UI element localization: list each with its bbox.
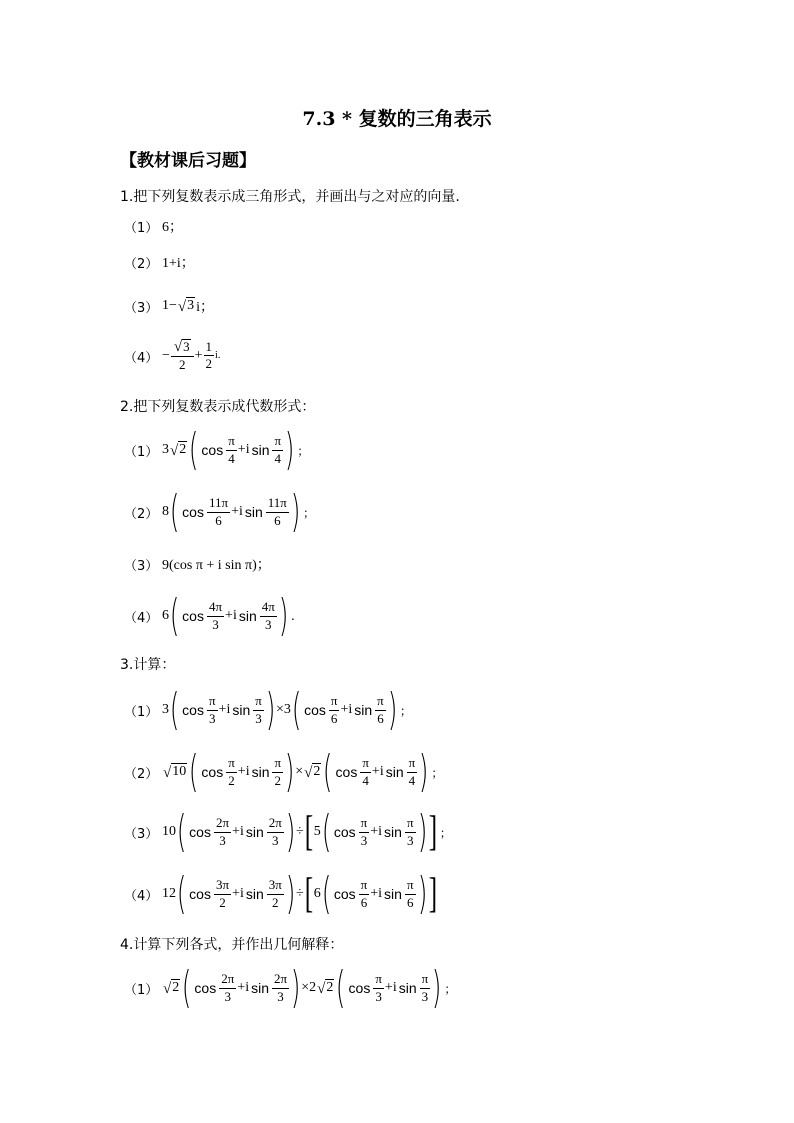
- plus-sign: +: [237, 980, 246, 995]
- section-heading: 【教材课后习题】: [120, 151, 256, 171]
- left-paren: (: [176, 868, 187, 919]
- fraction: [260, 600, 277, 632]
- plus-sign: +: [232, 824, 240, 839]
- denominator: 2: [274, 772, 282, 788]
- numerator: 11π: [266, 496, 289, 512]
- sin-fn: sin: [245, 886, 264, 902]
- denominator: 3: [209, 710, 216, 726]
- expr-text: i；: [196, 300, 215, 315]
- numerator: 1: [204, 340, 215, 356]
- left-paren: (: [291, 684, 302, 735]
- item-number: （4）: [124, 350, 159, 366]
- radical-sign: √: [163, 764, 172, 781]
- fraction: [373, 972, 384, 1004]
- left-paren: (: [169, 486, 180, 537]
- numerator: π: [226, 756, 237, 772]
- denominator: 6: [406, 894, 414, 910]
- plus-sign: +: [384, 980, 393, 995]
- item-number: （1）: [124, 704, 159, 720]
- fraction: [420, 972, 431, 1004]
- fraction: [272, 756, 283, 788]
- punctuation: .: [291, 609, 295, 623]
- q2-item-4: [124, 586, 295, 646]
- fraction: [405, 878, 416, 910]
- numerator: 3π: [267, 878, 284, 894]
- right-paren: ): [432, 962, 442, 1013]
- numerator: 3π: [214, 878, 231, 894]
- cos-fn: cos: [189, 886, 211, 902]
- fraction: [405, 816, 416, 848]
- denominator: 6: [330, 710, 338, 726]
- punctuation: ；: [399, 703, 412, 718]
- numerator: 4π: [207, 600, 224, 616]
- item-number: （2）: [124, 766, 159, 782]
- sin-fn: sin: [398, 980, 417, 996]
- imag-unit: i: [239, 886, 244, 901]
- q3-item-2: [124, 742, 443, 802]
- fraction: [214, 878, 231, 910]
- numerator: [171, 339, 194, 357]
- plus-sign: +: [194, 347, 203, 363]
- numerator: 2π: [272, 972, 289, 988]
- cos-fn: cos: [189, 824, 211, 840]
- item-number: （2）: [124, 506, 159, 522]
- right-paren: ): [417, 868, 427, 919]
- left-paren: (: [336, 962, 346, 1013]
- numerator: π: [359, 816, 370, 832]
- coefficient: 5: [313, 824, 321, 839]
- fraction: [267, 816, 284, 848]
- fraction: [359, 878, 370, 910]
- sin-fn: sin: [238, 608, 257, 624]
- punctuation: ；: [303, 505, 316, 520]
- plus-sign: +: [218, 702, 227, 717]
- fraction: [171, 339, 194, 372]
- radicand: 10: [172, 764, 187, 780]
- numerator: π: [405, 816, 416, 832]
- denominator: 6: [377, 710, 384, 726]
- fraction: [267, 878, 284, 910]
- cos-fn: cos: [335, 764, 358, 780]
- plus-sign: +: [225, 608, 233, 623]
- fraction: [207, 694, 218, 726]
- fraction: [253, 694, 264, 726]
- right-paren: ): [290, 962, 301, 1013]
- radical-sign: √: [317, 980, 326, 997]
- imag-unit: i: [392, 980, 397, 995]
- imag-unit: i: [238, 504, 243, 519]
- cos-fn: cos: [333, 824, 356, 840]
- numerator: π: [405, 878, 416, 894]
- coefficient: 2: [309, 980, 317, 995]
- imag-unit: i: [378, 886, 383, 901]
- denominator: 3: [265, 616, 272, 632]
- right-paren: ): [284, 746, 295, 797]
- fraction: [204, 340, 215, 372]
- numerator: 2π: [219, 972, 236, 988]
- left-bracket: [: [304, 871, 313, 917]
- expr-text: i.: [215, 350, 221, 362]
- q1-item-4: [124, 326, 220, 386]
- q3-item-4: [124, 864, 438, 924]
- q4-item-1: [124, 958, 456, 1018]
- radicand: 3: [183, 339, 190, 355]
- left-paren: (: [169, 684, 180, 735]
- numerator: 4π: [260, 600, 277, 616]
- sin-fn: sin: [384, 886, 402, 902]
- operator: ×: [276, 702, 284, 717]
- denominator: 3: [255, 710, 262, 726]
- coefficient: 12: [162, 886, 176, 901]
- left-paren: (: [182, 962, 192, 1013]
- numerator: π: [360, 756, 371, 772]
- item-number: （3）: [124, 558, 159, 574]
- q3-item-1: [124, 680, 412, 740]
- numerator: π: [272, 434, 283, 450]
- sin-fn: sin: [385, 764, 404, 780]
- left-paren: (: [169, 590, 180, 641]
- right-paren: ): [417, 806, 427, 857]
- sin-fn: sin: [354, 702, 373, 718]
- page-title: 7.3 * 复数的三角表示: [302, 108, 492, 130]
- q2-item-3: [124, 534, 271, 594]
- cos-fn: cos: [182, 504, 204, 520]
- fraction: [360, 756, 371, 788]
- numerator: 11π: [207, 496, 230, 512]
- punctuation: ；: [444, 981, 457, 996]
- operator: ×: [295, 764, 304, 779]
- imag-unit: i: [239, 824, 244, 839]
- sin-fn: sin: [244, 504, 263, 520]
- numerator: π: [207, 694, 218, 710]
- sqrt: [304, 763, 321, 780]
- item-number: （4）: [124, 610, 159, 626]
- sqrt: [163, 763, 187, 780]
- item-number: （3）: [124, 826, 159, 842]
- q2-item-4-expr: [162, 590, 295, 641]
- denominator: 6: [360, 894, 368, 910]
- plus-sign: +: [231, 504, 239, 519]
- minus-sign: −: [162, 347, 170, 363]
- plus-sign: +: [370, 886, 379, 901]
- q3-item-1-expr: [162, 684, 412, 735]
- imag-unit: i: [245, 764, 250, 779]
- right-paren: ): [290, 486, 301, 537]
- fraction: [375, 694, 386, 726]
- numerator: π: [407, 756, 418, 772]
- denominator: 3: [219, 832, 226, 848]
- cos-fn: cos: [333, 886, 356, 902]
- expr-text: 1−: [162, 298, 177, 313]
- cos-fn: cos: [194, 980, 217, 996]
- sqrt: [317, 979, 334, 996]
- operator: ×: [301, 980, 310, 995]
- denominator: 2: [219, 894, 226, 910]
- left-paren: (: [176, 806, 187, 857]
- sin-fn: sin: [232, 702, 251, 718]
- item-number: （1）: [124, 982, 159, 998]
- fraction: [219, 972, 236, 1004]
- numerator: π: [253, 694, 264, 710]
- fraction: [272, 434, 283, 466]
- q2-item-1-expr: [162, 424, 310, 475]
- fraction: [226, 434, 237, 466]
- numerator: π: [373, 972, 384, 988]
- coefficient: 3: [283, 702, 291, 717]
- operator: ÷: [296, 824, 304, 839]
- sin-fn: sin: [245, 824, 264, 840]
- item-number: （1）: [124, 444, 159, 460]
- radical-sign: √: [177, 298, 187, 315]
- sqrt: [163, 979, 180, 996]
- right-paren: ): [265, 684, 276, 735]
- fraction: [329, 694, 340, 726]
- radical-sign: √: [173, 339, 183, 356]
- left-bracket: [: [304, 809, 313, 855]
- right-paren: ): [285, 868, 296, 919]
- question-4-stem: 4.计算下列各式，并作出几何解释：: [120, 937, 344, 953]
- imag-unit: i: [226, 702, 231, 717]
- radical-sign: √: [163, 980, 172, 997]
- question-2-stem: 2.把下列复数表示成代数形式：: [120, 399, 316, 415]
- denominator: 2: [179, 357, 186, 373]
- sqrt: [170, 441, 187, 458]
- q2-item-2-expr: [162, 486, 316, 537]
- radicand: 2: [313, 764, 321, 780]
- question-3-stem: 3.计算：: [120, 657, 176, 673]
- denominator: 3: [272, 832, 279, 848]
- right-paren: ): [387, 684, 398, 735]
- item-number: （4）: [124, 888, 159, 904]
- left-paren: (: [321, 806, 331, 857]
- right-bracket: ]: [428, 809, 437, 855]
- coefficient: 6: [313, 886, 321, 901]
- numerator: π: [375, 694, 386, 710]
- coefficient: 3: [162, 702, 169, 717]
- fraction: [207, 496, 230, 528]
- radical-sign: √: [304, 764, 313, 781]
- radicand: 2: [179, 442, 187, 458]
- left-paren: (: [189, 424, 199, 475]
- radicand: 2: [326, 980, 334, 996]
- coefficient: 10: [162, 824, 176, 839]
- denominator: 6: [215, 512, 222, 528]
- denominator: 2: [205, 356, 213, 372]
- item-number: （1）: [124, 220, 159, 236]
- imag-unit: i: [245, 980, 250, 995]
- q4-item-1-expr: [162, 962, 457, 1013]
- question-1-stem: 1.把下列复数表示成三角形式，并画出与之对应的向量.: [120, 189, 460, 205]
- q1-item-4-expr: [162, 339, 220, 372]
- plus-sign: +: [237, 442, 246, 457]
- fraction: [272, 972, 289, 1004]
- right-bracket: ]: [428, 871, 437, 917]
- denominator: 3: [277, 988, 284, 1004]
- sqrt: [174, 339, 191, 355]
- imag-unit: i: [245, 442, 250, 457]
- plus-sign: +: [237, 764, 246, 779]
- punctuation: ；: [431, 765, 444, 780]
- q2-item-1: [124, 420, 309, 480]
- plus-sign: +: [340, 702, 349, 717]
- q3-item-2-expr: [162, 746, 444, 797]
- q1-item-1-expr: 6；: [162, 220, 183, 235]
- fraction: [359, 816, 370, 848]
- q3-item-3: [124, 802, 452, 862]
- cos-fn: cos: [201, 764, 224, 780]
- numerator: π: [329, 694, 340, 710]
- numerator: π: [272, 756, 283, 772]
- radicand: 3: [187, 298, 195, 314]
- denominator: 3: [224, 988, 231, 1004]
- cos-fn: cos: [304, 702, 326, 718]
- imag-unit: i: [348, 702, 353, 717]
- item-number: （2）: [124, 256, 159, 272]
- cos-fn: cos: [182, 608, 204, 624]
- imag-unit: i: [379, 764, 384, 779]
- item-number: （3）: [124, 300, 159, 316]
- cos-fn: cos: [201, 442, 224, 458]
- sin-fn: sin: [251, 764, 270, 780]
- numerator: 2π: [214, 816, 231, 832]
- numerator: π: [359, 878, 370, 894]
- denominator: 4: [228, 450, 235, 466]
- coefficient: 8: [162, 504, 169, 519]
- cos-fn: cos: [182, 702, 204, 718]
- denominator: 2: [272, 894, 279, 910]
- punctuation: ；: [439, 825, 452, 840]
- right-paren: ): [419, 746, 429, 797]
- fraction: [207, 600, 224, 632]
- sin-fn: sin: [251, 980, 269, 996]
- plus-sign: +: [371, 764, 380, 779]
- numerator: π: [420, 972, 431, 988]
- q2-item-2: [124, 482, 315, 542]
- denominator: 4: [408, 772, 416, 788]
- denominator: 2: [228, 772, 235, 788]
- q1-item-2-expr: 1+i；: [162, 256, 195, 271]
- denominator: 6: [274, 512, 281, 528]
- fraction: [214, 816, 231, 848]
- denominator: 3: [406, 832, 414, 848]
- coefficient: 3: [162, 442, 169, 457]
- numerator: π: [226, 434, 237, 450]
- fraction: [407, 756, 418, 788]
- fraction: [226, 756, 237, 788]
- numerator: 2π: [267, 816, 284, 832]
- radical-sign: √: [170, 442, 179, 459]
- q2-item-3-expr: 9(cos π + i sin π)；: [162, 558, 271, 573]
- fraction: [266, 496, 289, 528]
- left-paren: (: [321, 868, 331, 919]
- plus-sign: +: [370, 824, 379, 839]
- left-paren: (: [323, 746, 333, 797]
- sin-fn: sin: [251, 442, 270, 458]
- denominator: 4: [362, 772, 369, 788]
- plus-sign: +: [232, 886, 240, 901]
- q3-item-4-expr: [162, 868, 438, 919]
- left-paren: (: [189, 746, 199, 797]
- imag-unit: i: [378, 824, 383, 839]
- denominator: 3: [375, 988, 382, 1004]
- q3-item-3-expr: [162, 806, 452, 857]
- operator: ÷: [296, 886, 304, 901]
- right-paren: ): [278, 590, 289, 641]
- coefficient: 6: [162, 608, 169, 623]
- imag-unit: i: [232, 608, 237, 623]
- sin-fn: sin: [384, 824, 402, 840]
- sqrt: [178, 297, 195, 314]
- denominator: 3: [360, 832, 368, 848]
- radicand: 2: [172, 980, 180, 996]
- denominator: 4: [274, 450, 282, 466]
- cos-fn: cos: [348, 980, 371, 996]
- q1-item-3-expr: [162, 296, 214, 316]
- right-paren: ): [285, 806, 296, 857]
- denominator: 3: [212, 616, 219, 632]
- punctuation: ；: [297, 443, 310, 458]
- denominator: 3: [421, 988, 429, 1004]
- right-paren: ): [284, 424, 295, 475]
